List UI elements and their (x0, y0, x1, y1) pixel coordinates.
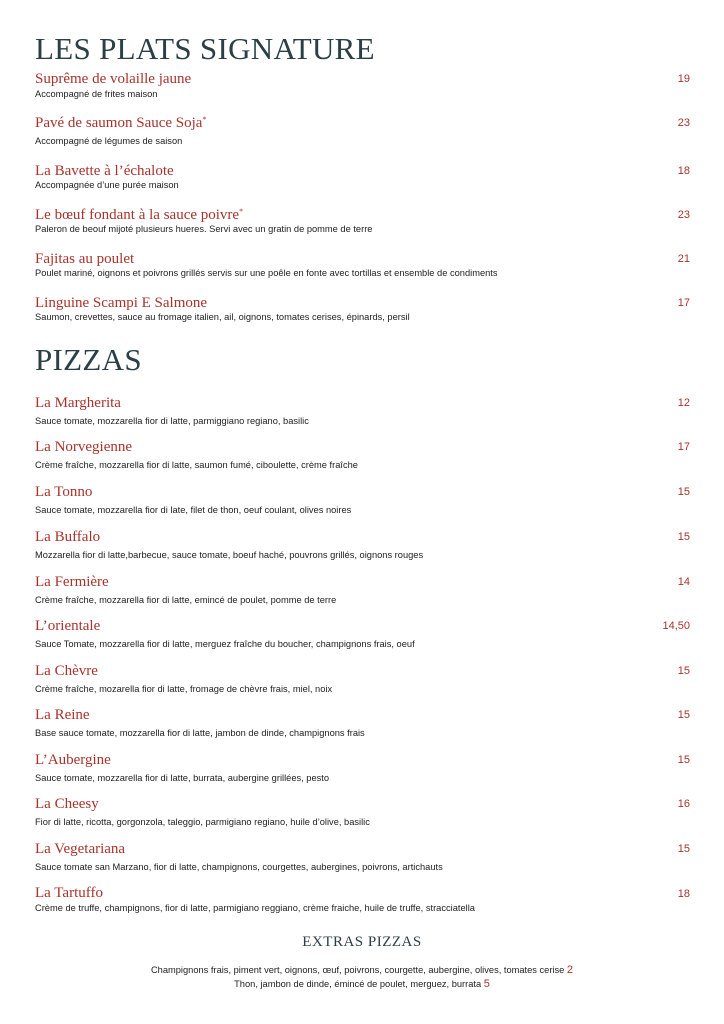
dish-price: 14,50 (662, 620, 690, 632)
menu-item-tonno (35, 485, 690, 515)
dish-name: Pavé de saumon Sauce Soja* (35, 115, 207, 131)
asterisk-mark: * (202, 115, 207, 124)
dish-description: Paleron de beouf mijoté plusieurs hueres. Servi avec un gratin de pomme de terre (35, 224, 373, 234)
dish-description: Sauce tomate, mozzarella fior di latte, parmiggiano regiano, basilic (35, 416, 309, 426)
dish-description: Sauce Tomate, mozzarella fior di latte, merguez fraîche du boucher, champignons frais, oeuf (35, 639, 415, 649)
menu-item-fajitas (35, 252, 690, 278)
dish-description: Sauce tomate san Marzano, fior di latte, champignons, courgettes, aubergines, poivrons, artichauts (35, 862, 443, 872)
dish-name: Linguine Scampi E Salmone (35, 295, 208, 311)
dish-description: Sauce tomate, mozzarella fior di late, filet de thon, oeuf coulant, olives noires (35, 505, 352, 515)
menu-item-orientale (35, 619, 690, 649)
extras-line (0, 979, 724, 990)
dish-name: La Tonno (35, 484, 93, 500)
section-title-pizzas: PIZZAS (35, 342, 142, 377)
dish-price: 19 (677, 73, 690, 85)
dish-price: 15 (677, 486, 690, 498)
dish-description: Poulet mariné, oignons et poivrons grillés servis sur une poêle en fonte avec tortillas et ensemble de condiments (35, 268, 498, 278)
menu-item-reine (35, 708, 690, 738)
dish-price: 15 (677, 709, 690, 721)
dish-description: Saumon, crevettes, sauce au fromage italien, ail, oignons, tomates cerises, épinards, persil (35, 312, 410, 322)
dish-description: Crème fraîche, mozzarella fior di latte, emincé de poulet, pomme de terre (35, 595, 337, 605)
dish-price: 23 (677, 117, 690, 129)
dish-name: Fajitas au poulet (35, 251, 135, 267)
dish-description: Crème de truffe, champignons, fior di latte, parmigiano reggiano, crème fraiche, huile de truffe, stracciatella (35, 903, 475, 913)
dish-price: 21 (677, 253, 690, 265)
dish-name: La Cheesy (35, 796, 99, 812)
dish-price: 15 (677, 531, 690, 543)
dish-description: Base sauce tomate, mozzarella fior di latte, jambon de dinde, champignons frais (35, 728, 365, 738)
menu-item-chevre (35, 664, 690, 694)
dish-name: La Margherita (35, 395, 121, 411)
dish-name: La Vegetariana (35, 841, 126, 857)
dish-description: Accompagné de légumes de saison (35, 136, 183, 146)
menu-item-pave-saumon (35, 116, 690, 146)
extras-price: 2 (566, 964, 574, 976)
dish-description: Crème fraîche, mozzarella fior di latte, saumon fumé, ciboulette, crème fraîche (35, 460, 358, 470)
dish-name: La Buffalo (35, 529, 101, 545)
dish-price: 14 (677, 576, 690, 588)
dish-description: Accompagnée d’une purée maison (35, 180, 179, 190)
dish-description: Fior di latte, ricotta, gorgonzola, taleggio, parmigiano regiano, huile d’olive, basilic (35, 817, 370, 827)
extras-line (0, 965, 724, 976)
dish-price: 17 (677, 297, 690, 309)
dish-name: Suprême de volaille jaune (35, 71, 192, 87)
menu-item-cheesy (35, 797, 690, 827)
menu-item-buffalo (35, 530, 690, 560)
menu-item-norvegienne (35, 440, 690, 470)
dish-name: La Reine (35, 707, 90, 723)
dish-name: La Fermière (35, 574, 109, 590)
dish-name: L’Aubergine (35, 752, 111, 768)
dish-description: Accompagné de frites maison (35, 89, 158, 99)
dish-name: La Bavette à l’échalote (35, 163, 174, 179)
dish-price: 18 (677, 165, 690, 177)
menu-item-vegetariana (35, 842, 690, 872)
menu-item-fermiere (35, 575, 690, 605)
dish-name: La Norvegienne (35, 439, 133, 455)
dish-price: 16 (677, 798, 690, 810)
menu-item-aubergine (35, 753, 690, 783)
extras-text: Champignons frais, piment vert, oignons, œuf, poivrons, courgette, aubergine, olives, tomates cerise (150, 965, 567, 975)
dish-name: La Tartuffo (35, 885, 103, 901)
menu-item-bavette (35, 164, 690, 190)
dish-name: La Chèvre (35, 663, 98, 679)
dish-price: 15 (677, 754, 690, 766)
section-title-signature: LES PLATS SIGNATURE (35, 31, 375, 66)
dish-description: Crème fraîche, mozarella fior di latte, fromage de chèvre frais, miel, noix (35, 684, 333, 694)
menu-item-margherita (35, 396, 690, 426)
dish-price: 12 (677, 397, 690, 409)
dish-description: Mozzarella fior di latte,barbecue, sauce tomate, boeuf haché, pouvrons grillés, oignons rouges (35, 550, 424, 560)
menu-item-supreme-volaille (35, 72, 690, 99)
dish-price: 15 (677, 665, 690, 677)
extras-text: Thon, jambon de dinde, émincé de poulet, merguez, burrata (234, 979, 484, 989)
dish-price: 18 (677, 888, 690, 900)
dish-price: 17 (677, 441, 690, 453)
dish-price: 15 (677, 843, 690, 855)
dish-price: 23 (677, 209, 690, 221)
asterisk-mark: * (239, 207, 244, 216)
menu-item-linguine (35, 296, 690, 322)
extras-price: 5 (483, 978, 490, 990)
dish-name: L’orientale (35, 618, 101, 634)
menu-item-tartuffo (35, 886, 690, 913)
dish-name: Le bœuf fondant à la sauce poivre* (35, 207, 244, 223)
dish-description: Sauce tomate, mozzarella fior di latte, burrata, aubergine grillées, pesto (35, 773, 330, 783)
menu-item-boeuf-fondant (35, 208, 690, 234)
extras-title: EXTRAS PIZZAS (302, 934, 422, 950)
